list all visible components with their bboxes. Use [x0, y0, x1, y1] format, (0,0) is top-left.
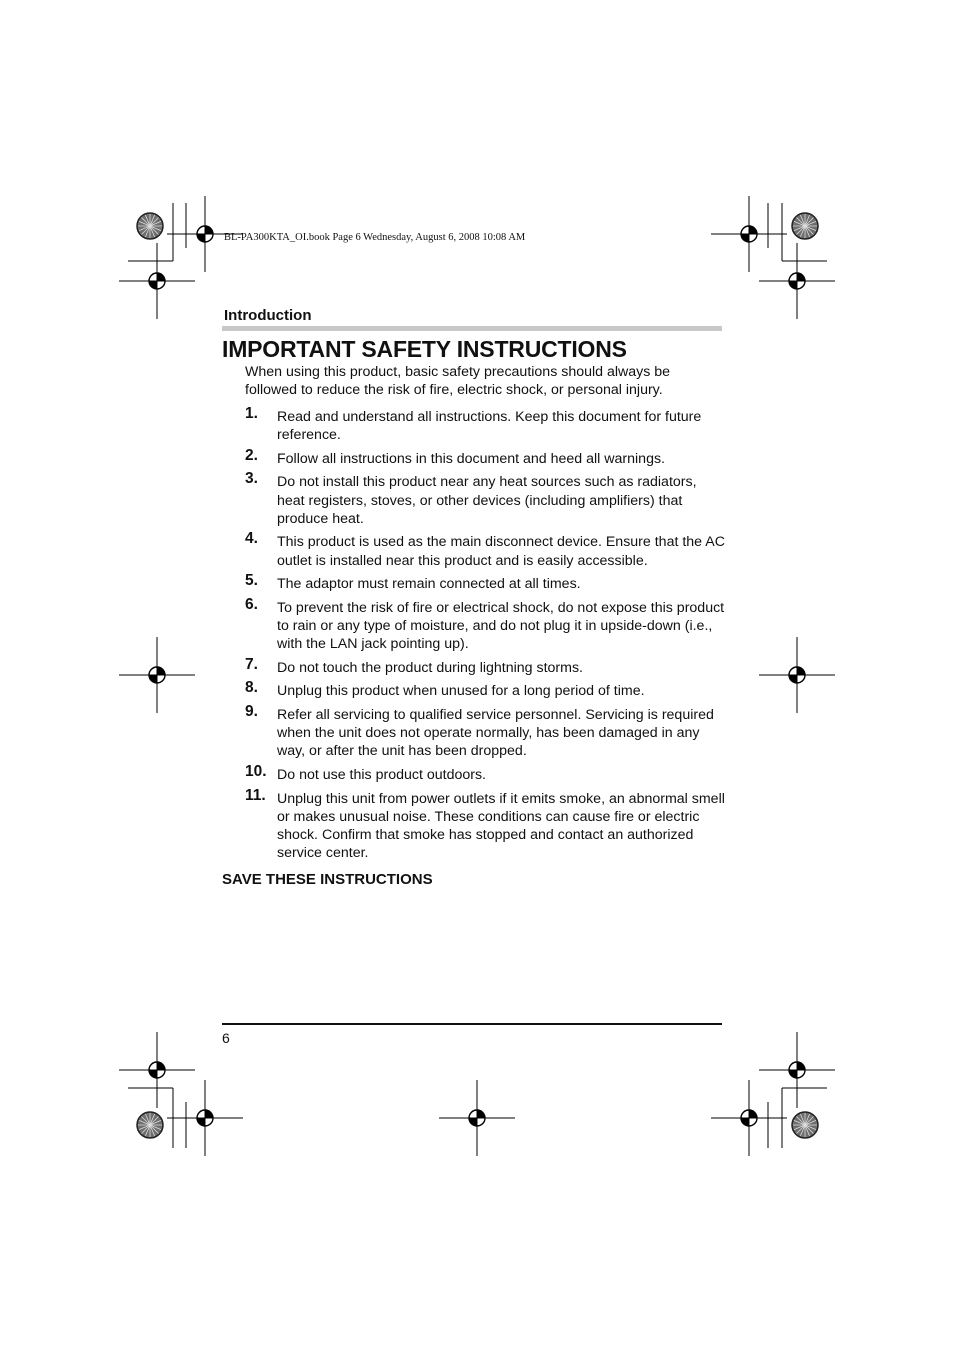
list-item [245, 595, 725, 654]
list-item [245, 446, 725, 468]
item-text: Refer all servicing to qualified service personnel. Servicing is required when the unit does not operate normally, has been damaged in any way, or after the unit has been dropped. [277, 706, 714, 760]
page-number: 6 [222, 1030, 230, 1046]
item-text: Do not install this product near any heat sources such as radiators, heat registers, stoves, or other devices (including amplifiers) that produce heat. [277, 474, 697, 527]
item-number: 6. [245, 595, 258, 613]
item-text: Unplug this unit from power outlets if it emits smoke, an abnormal smell or makes unusual noise. These conditions can cause fire or electric shock. Confirm that smoke has stopped and contact an authorized service center. [277, 790, 725, 862]
list-item [245, 786, 725, 863]
item-number: 11. [245, 786, 266, 804]
item-number: 7. [245, 655, 258, 673]
list-item [245, 405, 725, 444]
item-number: 10. [245, 762, 267, 780]
item-text: Unplug this product when unused for a long period of time. [277, 683, 645, 700]
list-item [245, 762, 725, 784]
item-number: 1. [245, 405, 258, 422]
list-item [245, 679, 725, 700]
item-text: Do not use this product outdoors. [277, 766, 486, 783]
item-text: This product is used as the main disconnect device. Ensure that the AC outlet is installed near this product and is easily accessible. [277, 534, 725, 569]
instruction-list [245, 405, 725, 868]
item-text: Read and understand all instructions. Keep this document for future reference. [277, 409, 702, 444]
item-number: 8. [245, 679, 258, 697]
list-item [245, 470, 725, 528]
item-text: The adaptor must remain connected at all times. [277, 576, 581, 593]
file-info-header: BL-PA300KTA_OI.book Page 6 Wednesday, August 6, 2008 10:08 AM [224, 232, 526, 243]
section-divider [222, 326, 722, 331]
item-number: 4. [245, 530, 258, 548]
item-text: Do not touch the product during lightning storms. [277, 659, 583, 676]
item-text: To prevent the risk of fire or electrical shock, do not expose this product to rain or any type of moisture, and do not plug it in upside-down (i.e., with the LAN jack pointing up). [277, 599, 725, 653]
list-item [245, 572, 725, 593]
intro-paragraph: When using this product, basic safety precautions should always be followed to reduce the risk of fire, electric shock, or personal injury. [245, 364, 671, 398]
list-item [245, 655, 725, 677]
item-number: 2. [245, 446, 258, 464]
item-number: 3. [245, 470, 258, 488]
item-number: 9. [245, 702, 258, 720]
item-number: 5. [245, 572, 258, 590]
save-instructions-note: SAVE THESE INSTRUCTIONS [222, 871, 433, 888]
page-title: IMPORTANT SAFETY INSTRUCTIONS [222, 336, 627, 362]
item-text: Follow all instructions in this document and heed all warnings. [277, 450, 665, 467]
footer-divider [222, 1023, 722, 1025]
section-label: Introduction [224, 307, 312, 324]
list-item [245, 530, 725, 569]
list-item [245, 702, 725, 761]
